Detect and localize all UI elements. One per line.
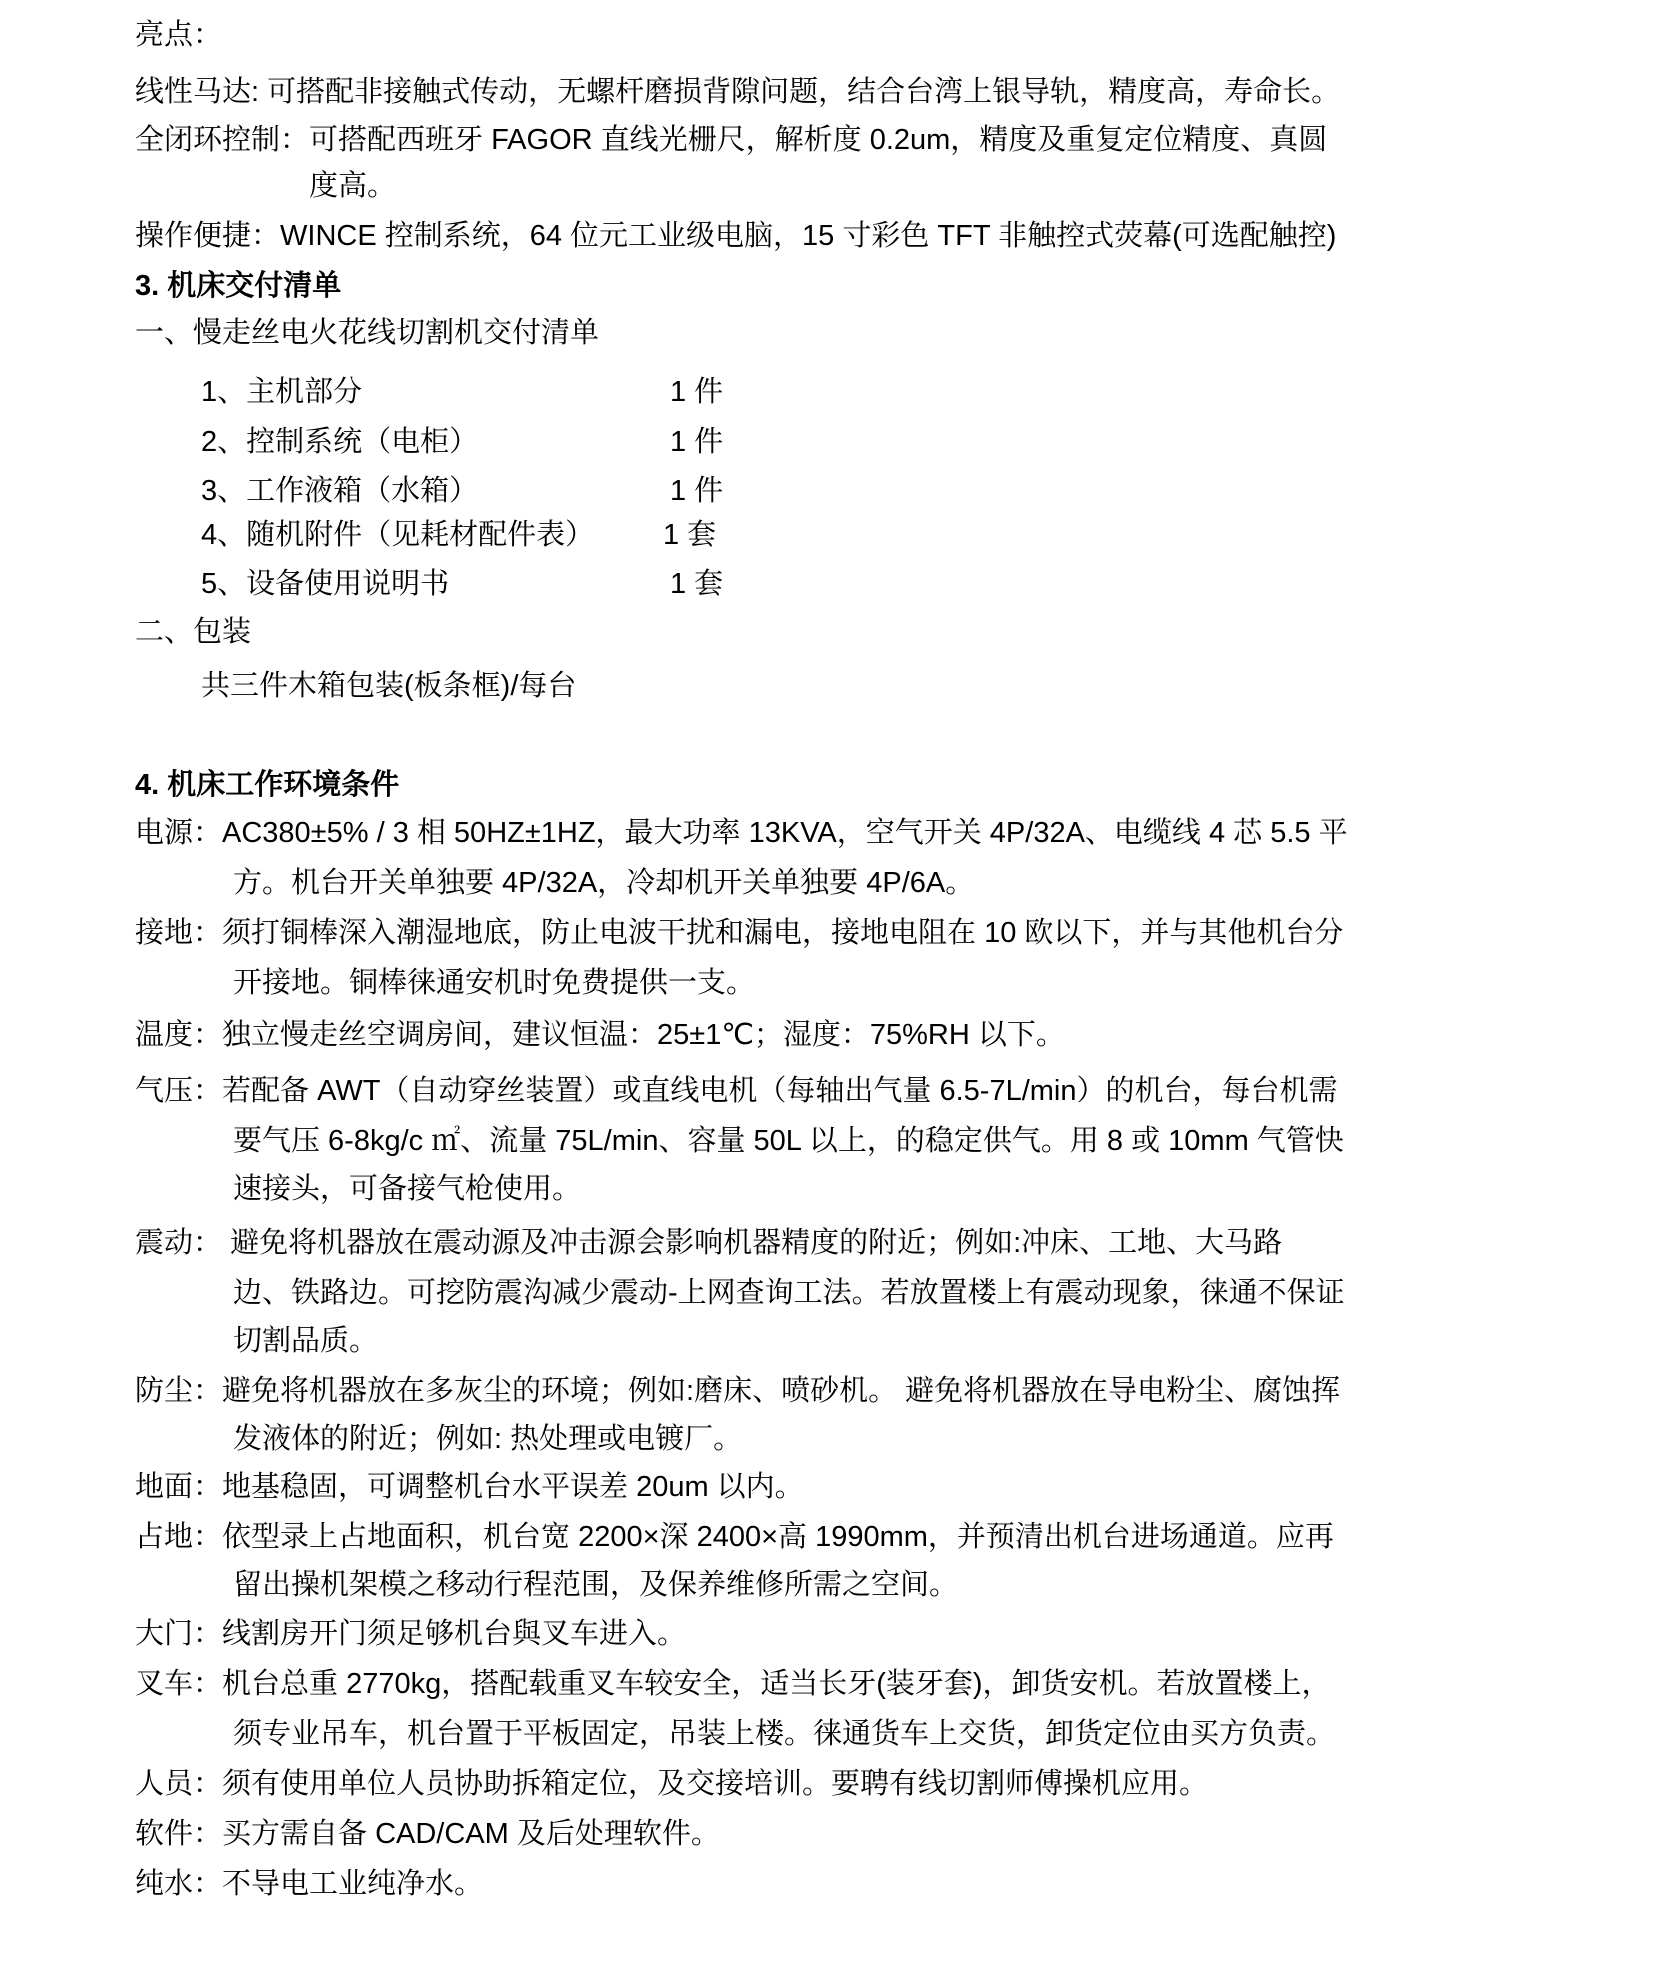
item-qty: 1 件 xyxy=(670,376,724,408)
condition-line xyxy=(135,915,1343,951)
condition-label: 叉车： xyxy=(135,1668,223,1700)
condition-text: 独立慢走丝空调房间，建议恒温：25±1℃；湿度：75%RH 以下。 xyxy=(222,1019,1065,1051)
highlight-label: 操作便捷： xyxy=(135,220,281,252)
section-3-heading: 3. 机床交付清单 xyxy=(135,270,342,302)
condition-text: 地基稳固，可调整机台水平误差 20um 以内。 xyxy=(222,1471,804,1503)
delivery-list-item xyxy=(201,374,801,410)
delivery-list-item xyxy=(201,473,801,509)
condition-text: 须专业吊车，机台置于平板固定，吊装上楼。徕通货车上交货，卸货定位由买方负责。 xyxy=(233,1718,1336,1750)
highlight-label: 线性马达: xyxy=(135,76,260,108)
item-qty: 1 套 xyxy=(670,568,724,600)
condition-label: 占地： xyxy=(135,1521,223,1553)
condition-line xyxy=(233,1567,958,1603)
condition-text: 若配备 AWT（自动穿丝装置）或直线电机（每轴出气量 6.5-7L/min）的机台，每台机需 xyxy=(222,1075,1338,1107)
condition-label: 纯水： xyxy=(135,1868,223,1900)
condition-label: 大门： xyxy=(135,1618,223,1650)
section-4-heading: 4. 机床工作环境条件 xyxy=(135,769,400,801)
condition-text: 不导电工业纯净水。 xyxy=(222,1868,484,1900)
condition-text: AC380±5% / 3 相 50HZ±1HZ，最大功率 13KVA，空气开关 4P/32A、电缆线 4 芯 5.5 平 xyxy=(222,817,1348,849)
condition-line xyxy=(233,965,755,1001)
condition-line xyxy=(135,1073,1338,1109)
condition-line xyxy=(135,1519,1334,1555)
item-name: 4、随机附件（见耗材配件表） xyxy=(201,519,595,551)
packing-subheading: 二、包装 xyxy=(135,616,252,648)
condition-line xyxy=(233,1123,1344,1159)
highlights-title: 亮点： xyxy=(135,19,223,51)
condition-label: 地面： xyxy=(135,1471,223,1503)
condition-text: 方。机台开关单独要 4P/32A，冷却机开关单独要 4P/6A。 xyxy=(233,867,975,899)
item-qty: 1 件 xyxy=(670,426,724,458)
item-qty: 1 套 xyxy=(663,519,717,551)
condition-line xyxy=(233,1716,1335,1752)
item-name: 3、工作液箱（水箱） xyxy=(201,475,479,507)
delivery-list-item xyxy=(201,424,801,460)
condition-text: 避免将机器放在多灰尘的环境；例如:磨床、喷砂机。 避免将机器放在导电粉尘、腐蚀挥 xyxy=(222,1375,1341,1407)
condition-label: 震动： xyxy=(135,1227,223,1259)
condition-text: 发液体的附近；例如: 热处理或电镀厂。 xyxy=(233,1423,743,1455)
packing-text: 共三件木箱包装(板条框)/每台 xyxy=(201,670,577,702)
highlight-label: 全闭环控制： xyxy=(135,124,310,156)
condition-line xyxy=(135,1816,720,1852)
condition-label: 软件： xyxy=(135,1818,223,1850)
condition-text: 边、铁路边。可挖防震沟减少震动-上网查询工法。若放置楼上有震动现象，徕通不保证 xyxy=(233,1277,1345,1309)
condition-label: 人员： xyxy=(135,1768,223,1800)
condition-text: 要气压 6-8kg/c ㎡、流量 75L/min、容量 50L 以上，的稳定供气。用 8 或 10mm 气管快 xyxy=(233,1125,1344,1157)
condition-line xyxy=(233,1323,378,1359)
highlight-item xyxy=(135,122,1327,158)
condition-text: 避免将机器放在震动源及冲击源会影响机器精度的附近；例如:冲床、工地、大马路 xyxy=(222,1227,1283,1259)
condition-line xyxy=(233,1171,581,1207)
highlight-text: 可搭配西班牙 FAGOR 直线光栅尺，解析度 0.2um，精度及重复定位精度、真圆 xyxy=(309,124,1328,156)
condition-line xyxy=(135,1017,1065,1053)
condition-text: 须打铜棒深入潮湿地底，防止电波干扰和漏电，接地电阻在 10 欧以下，并与其他机台分 xyxy=(222,917,1344,949)
highlight-item xyxy=(135,218,1336,254)
condition-label: 接地： xyxy=(135,917,223,949)
condition-line xyxy=(135,1373,1340,1409)
highlight-text: 可搭配非接触式传动，无螺杆磨损背隙问题，结合台湾上银导轨，精度高，寿命长。 xyxy=(267,76,1341,108)
condition-text: 线割房开门须足够机台與叉车进入。 xyxy=(222,1618,687,1650)
condition-text: 开接地。铜棒徕通安机时免费提供一支。 xyxy=(233,967,756,999)
condition-label: 温度： xyxy=(135,1019,223,1051)
condition-text: 买方需自备 CAD/CAM 及后处理软件。 xyxy=(222,1818,720,1850)
condition-line xyxy=(135,1866,483,1902)
condition-text: 依型录上占地面积，机台宽 2200×深 2400×高 1990mm，并预清出机台进场通道。应再 xyxy=(222,1521,1334,1553)
condition-line xyxy=(233,1421,742,1457)
condition-text: 切割品质。 xyxy=(233,1325,379,1357)
condition-text: 须有使用单位人员协助拆箱定位，及交接培训。要聘有线切割师傅操机应用。 xyxy=(222,1768,1209,1800)
highlight-text: WINCE 控制系统，64 位元工业级电脑，15 寸彩色 TFT 非触控式荧幕(可选配触控) xyxy=(280,220,1337,252)
condition-line xyxy=(233,865,974,901)
highlight-item xyxy=(135,74,1340,110)
condition-line xyxy=(135,1766,1208,1802)
condition-line xyxy=(135,1616,686,1652)
condition-label: 气压： xyxy=(135,1075,223,1107)
condition-line xyxy=(135,1666,1331,1702)
delivery-subheading: 一、慢走丝电火花线切割机交付清单 xyxy=(135,317,600,349)
item-qty: 1 件 xyxy=(670,475,724,507)
item-name: 1、主机部分 xyxy=(201,376,363,408)
delivery-list-item xyxy=(201,566,801,602)
highlight-continuation: 度高。 xyxy=(309,170,397,202)
item-name: 2、控制系统（电柜） xyxy=(201,426,479,458)
item-name: 5、设备使用说明书 xyxy=(201,568,450,600)
condition-label: 防尘： xyxy=(135,1375,223,1407)
condition-text: 留出操机架模之移动行程范围，及保养维修所需之空间。 xyxy=(233,1569,959,1601)
condition-text: 速接头，可备接气枪使用。 xyxy=(233,1173,582,1205)
condition-line xyxy=(233,1275,1345,1311)
condition-line xyxy=(135,1225,1282,1261)
condition-label: 电源： xyxy=(135,817,223,849)
condition-text: 机台总重 2770kg，搭配载重叉车较安全，适当长牙(装牙套)，卸货安机。若放置楼上， xyxy=(222,1668,1331,1700)
condition-line xyxy=(135,815,1348,851)
delivery-list-item xyxy=(201,517,801,553)
condition-line xyxy=(135,1469,804,1505)
